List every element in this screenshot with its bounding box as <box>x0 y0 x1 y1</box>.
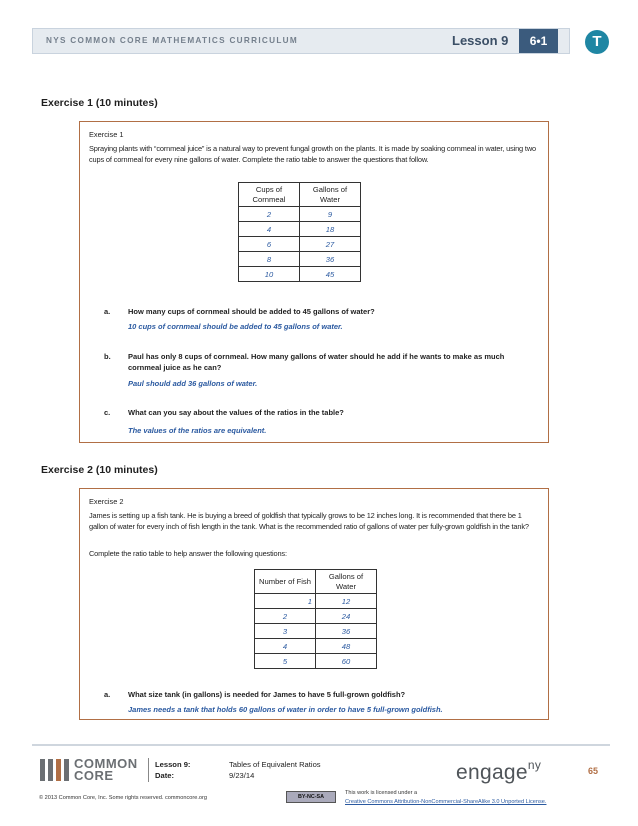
table-cell: 1 <box>255 594 316 609</box>
exercise-2-instruction: Complete the ratio table to help answer the following questions: <box>89 549 287 558</box>
table-row <box>255 639 377 654</box>
footer-date-label: Date: <box>155 771 174 780</box>
brand-sup: ny <box>527 758 542 772</box>
lesson-label: Lesson 9 <box>452 33 509 48</box>
exercise-2-prompt: James is setting up a fish tank. He is buying a breed of goldfish that typically grows to be 12 inches long. It is recommended that there be 1 gallon of water for every inch of fish length in the tank. What is the recommended ratio of gallons of water per fully-grown goldfish in the tank? <box>89 511 529 531</box>
exercise-1-ratio-table <box>238 182 361 282</box>
table-row <box>239 237 361 252</box>
question-a-answer: 10 cups of cornmeal should be added to 45 gallons of water. <box>128 322 343 331</box>
license-text: This work is licensed under a <box>345 790 418 796</box>
exercise-1-heading: Exercise 1 (10 minutes) <box>41 97 158 109</box>
table-cell: 9 <box>300 207 361 222</box>
table-cell: 4 <box>239 222 300 237</box>
question-a-answer: James needs a tank that holds 60 gallons of water in order to have 5 full-grown goldfish. <box>128 705 443 714</box>
question-b-text: Paul has only 8 cups of cornmeal. How many gallons of water should he add if he wants to make as much cornmeal juice as he can? <box>128 352 505 372</box>
table-row <box>239 252 361 267</box>
table-cell: 45 <box>300 267 361 282</box>
curriculum-title: NYS COMMON CORE MATHEMATICS CURRICULUM <box>46 36 298 45</box>
license-link[interactable]: Creative Commons Attribution-NonCommercial-ShareAlike 3.0 Unported License. <box>345 799 547 805</box>
table-cell: 2 <box>255 609 316 624</box>
table-row <box>255 654 377 669</box>
question-c-letter: c. <box>104 408 111 417</box>
question-b-letter: b. <box>104 352 111 361</box>
table-row <box>239 222 361 237</box>
table-row <box>255 594 377 609</box>
table-cell: 4 <box>255 639 316 654</box>
table-cell: 6 <box>239 237 300 252</box>
teacher-badge: T <box>585 30 609 54</box>
footer-date-value: 9/23/14 <box>229 771 255 780</box>
copyright-text: © 2013 Common Core, Inc. Some rights reserved. commoncore.org <box>39 795 207 801</box>
exercise-1-box-title: Exercise 1 <box>89 130 124 139</box>
footer-lesson-value: Tables of Equivalent Ratios <box>229 760 321 769</box>
table-row <box>239 267 361 282</box>
module-badge: 6•1 <box>519 29 558 53</box>
table-cell: 10 <box>239 267 300 282</box>
table-row <box>239 207 361 222</box>
table-row <box>255 624 377 639</box>
common-core-logo-icon <box>40 759 70 781</box>
table-cell: 27 <box>300 237 361 252</box>
logo-line-1: COMMON <box>74 756 138 771</box>
page-number: 65 <box>588 766 599 776</box>
table-header: Gallons of Water <box>316 570 377 594</box>
exercise-2-ratio-table <box>254 569 377 669</box>
question-b-answer: Paul should add 36 gallons of water. <box>128 379 258 388</box>
common-core-logo-text <box>74 758 138 782</box>
question-c-text: What can you say about the values of the ratios in the table? <box>128 408 344 417</box>
table-cell: 36 <box>300 252 361 267</box>
exercise-2-box-title: Exercise 2 <box>89 497 124 506</box>
table-cell: 24 <box>316 609 377 624</box>
question-a-letter: a. <box>104 690 111 699</box>
question-a-text: How many cups of cornmeal should be added to 45 gallons of water? <box>128 307 375 316</box>
table-cell: 2 <box>239 207 300 222</box>
table-cell: 36 <box>316 624 377 639</box>
table-cell: 48 <box>316 639 377 654</box>
table-cell: 60 <box>316 654 377 669</box>
exercise-2-heading: Exercise 2 (10 minutes) <box>41 464 158 476</box>
table-cell: 5 <box>255 654 316 669</box>
table-header: Cups of Cornmeal <box>239 183 300 207</box>
exercise-1-box <box>79 121 549 443</box>
footer-divider <box>32 744 610 746</box>
question-a-letter: a. <box>104 307 111 316</box>
table-row <box>255 609 377 624</box>
table-cell: 12 <box>316 594 377 609</box>
table-header: Gallons of Water <box>300 183 361 207</box>
question-c-answer: The values of the ratios are equivalent. <box>128 426 267 435</box>
exercise-2-box <box>79 488 549 720</box>
table-cell: 8 <box>239 252 300 267</box>
question-a-text: What size tank (in gallons) is needed for James to have 5 full-grown goldfish? <box>128 690 406 699</box>
engageny-logo <box>456 758 541 785</box>
brand-text: engage <box>456 761 528 784</box>
table-cell: 18 <box>300 222 361 237</box>
exercise-1-prompt: Spraying plants with “cornmeal juice” is a natural way to prevent fungal growth on the plants. It is made by soaking cornmeal in water, using two cups of cornmeal for every nine gallons of water. Complete the ratio table to answer the questions that follow. <box>89 144 536 164</box>
creative-commons-badge-icon: BY-NC-SA <box>286 791 336 803</box>
table-header: Number of Fish <box>255 570 316 594</box>
footer-lesson-label: Lesson 9: <box>155 760 191 769</box>
footer-vertical-divider <box>148 758 149 782</box>
logo-line-2: CORE <box>74 768 114 783</box>
table-cell: 3 <box>255 624 316 639</box>
